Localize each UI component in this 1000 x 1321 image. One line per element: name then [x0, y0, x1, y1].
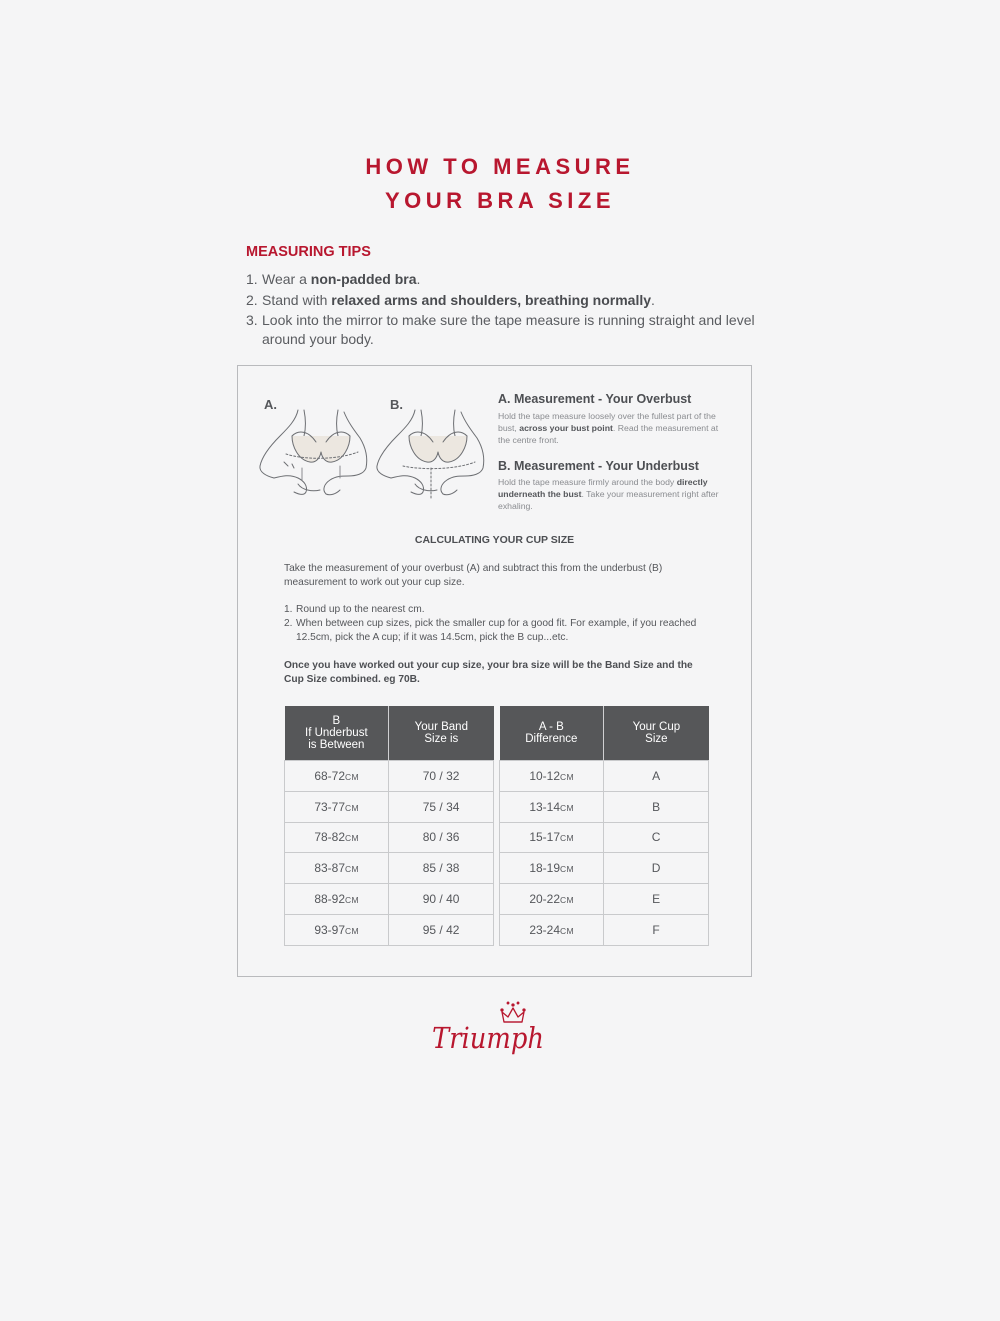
measuring-tips-list [246, 270, 766, 351]
tip-text-end: . [651, 291, 655, 308]
unit-label: CM [560, 864, 574, 875]
difference-range-cell [500, 791, 604, 822]
cup-size-cell: F [604, 914, 709, 945]
header-line: Difference [525, 733, 578, 745]
tip-text: Wear a [262, 271, 311, 287]
calculation-steps [284, 603, 714, 645]
unit-label: CM [345, 895, 359, 906]
unit-label: CM [560, 833, 574, 844]
table-row [500, 853, 709, 884]
unit-label: CM [560, 802, 574, 813]
unit-label: CM [345, 771, 359, 782]
range-value: 23-24 [529, 922, 561, 937]
range-value: 20-22 [529, 892, 561, 907]
header-line: A - B [538, 721, 564, 733]
figure-a-label: A. [264, 397, 277, 412]
overbust-text: Hold the tape measure loosely over the fullest part of the bust, [498, 411, 716, 433]
unit-label: CM [345, 864, 359, 875]
underbust-emphasis: directly underneath the bust [498, 477, 708, 499]
cup-size-cell: E [604, 884, 709, 915]
band-size-cell: 70 / 32 [389, 761, 494, 792]
unit-label: CM [560, 895, 574, 906]
tip-emphasis: non-padded bra [310, 271, 417, 287]
calculation-step [284, 617, 714, 645]
range-value: 13-14 [529, 799, 561, 814]
difference-range-cell [500, 822, 604, 853]
table-row [500, 822, 709, 853]
step-text: Round up to the nearest cm. [296, 604, 425, 615]
difference-range-cell [500, 914, 604, 945]
underbust-text: Hold the tape measure firmly around the body [498, 477, 677, 487]
page-title-line-1: HOW TO MEASURE [365, 154, 635, 179]
range-value: 73-77 [314, 799, 346, 814]
overbust-text-end: . Read the measurement at the centre front. [498, 423, 719, 445]
measuring-tips-heading: MEASURING TIPS [246, 244, 371, 260]
cup-size-cell: B [604, 791, 709, 822]
cup-size-table [499, 706, 709, 946]
underbust-range-cell [285, 761, 389, 792]
table-row [285, 791, 494, 822]
tip-number: 3. [246, 312, 258, 328]
cup-size-cell: A [604, 761, 709, 792]
band-size-cell: 90 / 40 [389, 884, 494, 915]
difference-header [500, 706, 604, 761]
tip-emphasis: relaxed arms and shoulders, breathing normally [331, 291, 652, 308]
range-value: 93-97 [314, 922, 346, 937]
underbust-range-cell [285, 884, 389, 915]
table-row [285, 884, 494, 915]
range-value: 10-12 [529, 768, 561, 783]
table-row [500, 914, 709, 945]
underbust-title: B. Measurement - Your Underbust [498, 459, 699, 473]
header-line: B [332, 715, 341, 727]
tip-item [246, 291, 766, 310]
difference-range-cell [500, 761, 604, 792]
overbust-emphasis: across your bust point [519, 423, 613, 433]
calculation-step [284, 603, 714, 617]
overbust-illustration [258, 406, 370, 511]
bra-size-summary: Once you have worked out your cup size, your bra size will be the Band Size and the Cup Size combined. eg 70B. [284, 660, 693, 685]
table-row [285, 822, 494, 853]
measurement-guide-panel [237, 365, 752, 977]
difference-range-cell [500, 853, 604, 884]
band-size-cell: 85 / 38 [389, 853, 494, 884]
tip-text: Stand with [262, 291, 332, 308]
tip-item [246, 270, 766, 289]
underbust-instructions [498, 476, 730, 512]
underbust-range-cell [285, 914, 389, 945]
band-size-cell: 95 / 42 [389, 914, 494, 945]
step-text: When between cup sizes, pick the smaller cup for a good fit. For example, if you reached 12.5cm, pick the A cup; if it was 14.5cm, pick the B cup...etc. [296, 618, 697, 643]
table-row [285, 914, 494, 945]
table-row [500, 761, 709, 792]
tip-text: Look into the mirror to make sure the tape measure is running straight and level around your body. [262, 312, 755, 347]
range-value: 15-17 [529, 830, 561, 845]
triumph-logo [428, 1000, 550, 1066]
table-row [500, 884, 709, 915]
table-row [285, 853, 494, 884]
underbust-range-cell [285, 822, 389, 853]
unit-label: CM [345, 802, 359, 813]
band-size-header [389, 706, 494, 761]
step-number: 2. [284, 618, 293, 629]
tip-item [246, 311, 766, 349]
unit-label: CM [560, 925, 574, 936]
header-line: Your Band [414, 721, 468, 733]
page-title-line-2: YOUR BRA SIZE [384, 188, 616, 213]
band-size-cell: 80 / 36 [389, 822, 494, 853]
range-value: 68-72 [314, 768, 346, 783]
unit-label: CM [345, 833, 359, 844]
header-line: Your Cup [632, 721, 681, 733]
underbust-range-cell [285, 791, 389, 822]
range-value: 83-87 [314, 861, 346, 876]
triumph-wordmark: Triumph [432, 1021, 544, 1055]
range-value: 78-82 [314, 830, 346, 845]
range-value: 18-19 [529, 861, 561, 876]
overbust-title: A. Measurement - Your Overbust [498, 392, 692, 406]
overbust-instructions [498, 410, 730, 446]
band-size-cell: 75 / 34 [389, 791, 494, 822]
underbust-range-cell [285, 853, 389, 884]
calculation-intro: Take the measurement of your overbust (A) and subtract this from the underbust (B) measurement to work out your cup size. [284, 563, 663, 588]
tip-number: 2. [246, 291, 258, 308]
figure-b-label: B. [390, 397, 403, 412]
header-line: Size is [424, 733, 459, 745]
tip-text-end: . [416, 271, 421, 287]
cup-size-cell: C [604, 822, 709, 853]
unit-label: CM [560, 771, 574, 782]
underbust-text-end: . Take your measurement right after exhaling. [498, 489, 719, 511]
step-number: 1. [284, 604, 293, 615]
table-row [285, 761, 494, 792]
header-line: If Underbust [305, 727, 368, 739]
tip-number: 1. [246, 271, 258, 287]
cup-size-cell: D [604, 853, 709, 884]
difference-range-cell [500, 884, 604, 915]
unit-label: CM [345, 925, 359, 936]
header-line: Size [645, 733, 668, 745]
range-value: 88-92 [314, 892, 346, 907]
calculating-cup-size-heading: CALCULATING YOUR CUP SIZE [414, 534, 575, 546]
cup-size-header [604, 706, 709, 761]
table-row [500, 791, 709, 822]
underbust-illustration [373, 406, 488, 511]
header-line: is Between [308, 739, 365, 751]
crown-icon [501, 1002, 525, 1022]
page-title [0, 150, 1000, 218]
band-size-table [284, 706, 494, 946]
underbust-range-header [285, 706, 389, 761]
